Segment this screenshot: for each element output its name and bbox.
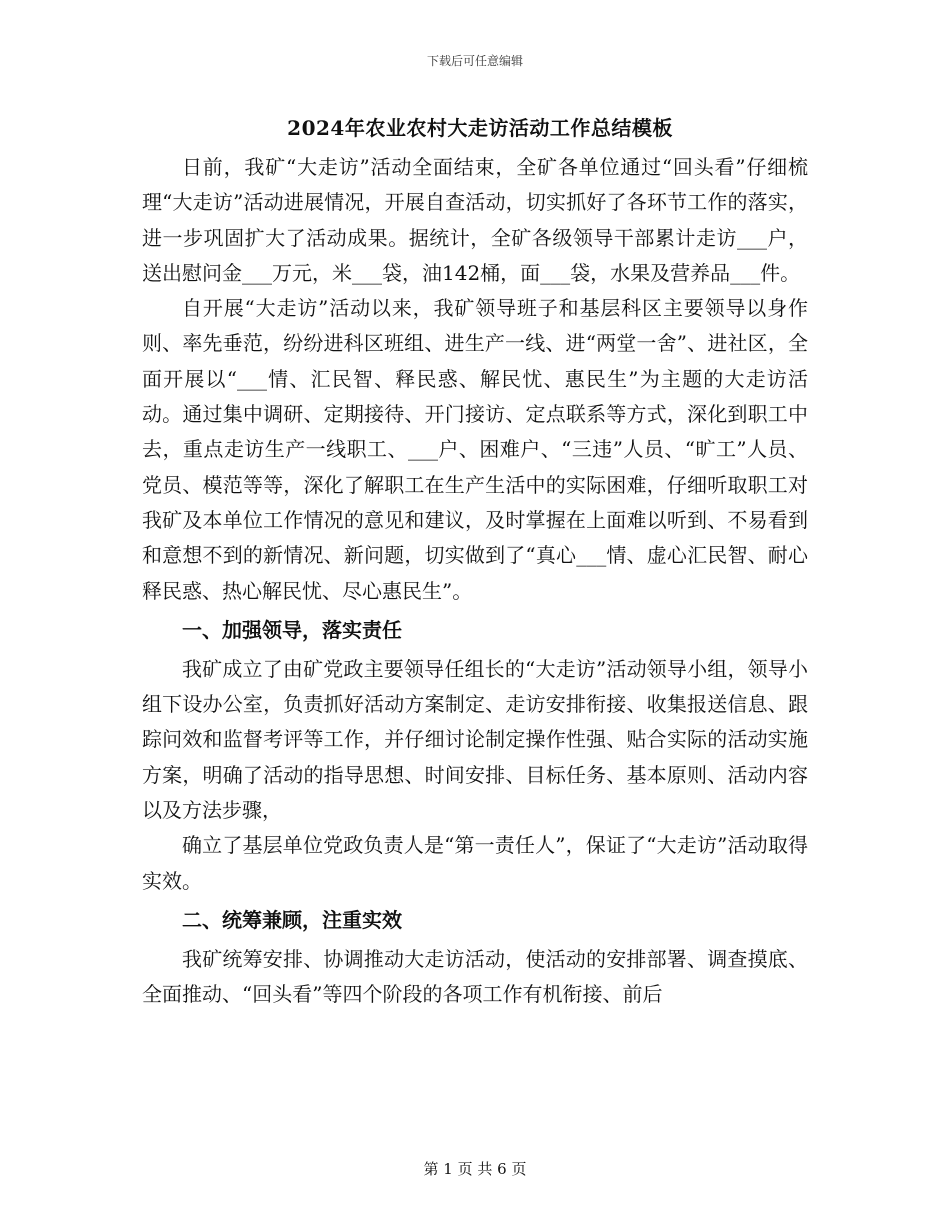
paragraph-coordination: 我矿统筹安排、协调推动大走访活动，使活动的安排部署、调查摸底、全面推动、“回头看”等四个阶段的各项工作有机衔接、前后 <box>142 946 808 1007</box>
page-footer: 第 1 页 共 6 页 <box>423 1160 527 1178</box>
document-title: 2024年农业农村大走访活动工作总结模板 <box>287 116 673 140</box>
paragraph-activities: 自开展“大走访”活动以来，我矿领导班子和基层科区主要领导以身作则、率先垂范，纷纷进科区班组、进生产一线、进“两堂一舍”、进社区，全面开展以“___情、汇民智、释民惑、解民忧、惠民生”为主题的大走访活动。通过集中调研、定期接待、开门接访、定点联系等方式，深化到职工中去，重点走访生产一线职工、___户、困难户、“三违”人员、“旷工”人员、党员、模范等等，深化了解职工在生产生活中的实际困难，仔细听取职工对我矿及本单位工作情况的意见和建议，及时掌握在上面难以听到、不易看到和意想不到的新情况、新问题，切实做到了“真心___情、虚心汇民智、耐心释民惑、热心解民忧、尽心惠民生”。 <box>142 296 808 603</box>
section-heading-1: 一、加强领导，落实责任 <box>182 617 402 642</box>
paragraph-responsibility: 确立了基层单位党政负责人是“第一责任人”，保证了“大走访”活动取得实效。 <box>142 833 808 893</box>
paragraph-leadership-group: 我矿成立了由矿党政主要领导任组长的“大走访”活动领导小组，领导小组下设办公室，负责抓好活动方案制定、走访安排衔接、收集报送信息、跟踪问效和监督考评等工作，并仔细讨论制定操作性强、贴合实际的活动实施方案，明确了活动的指导思想、时间安排、目标任务、基本原则、活动内容以及方法步骤， <box>142 656 808 823</box>
header-note: 下载后可任意编辑 <box>426 54 523 68</box>
paragraph-summary: 日前，我矿“大走访”活动全面结束，全矿各单位通过“回头看”仔细梳理“大走访”活动进展情况，开展自查活动，切实抓好了各环节工作的落实，进一步巩固扩大了活动成果。据统计，全矿各级领导干部累计走访___户，送出慰问金___万元，米___袋，油142桶，面___袋，水果及营养品___件。 <box>142 155 808 285</box>
document-body <box>142 150 808 1013</box>
section-heading-2: 二、统筹兼顾，注重实效 <box>182 907 402 932</box>
